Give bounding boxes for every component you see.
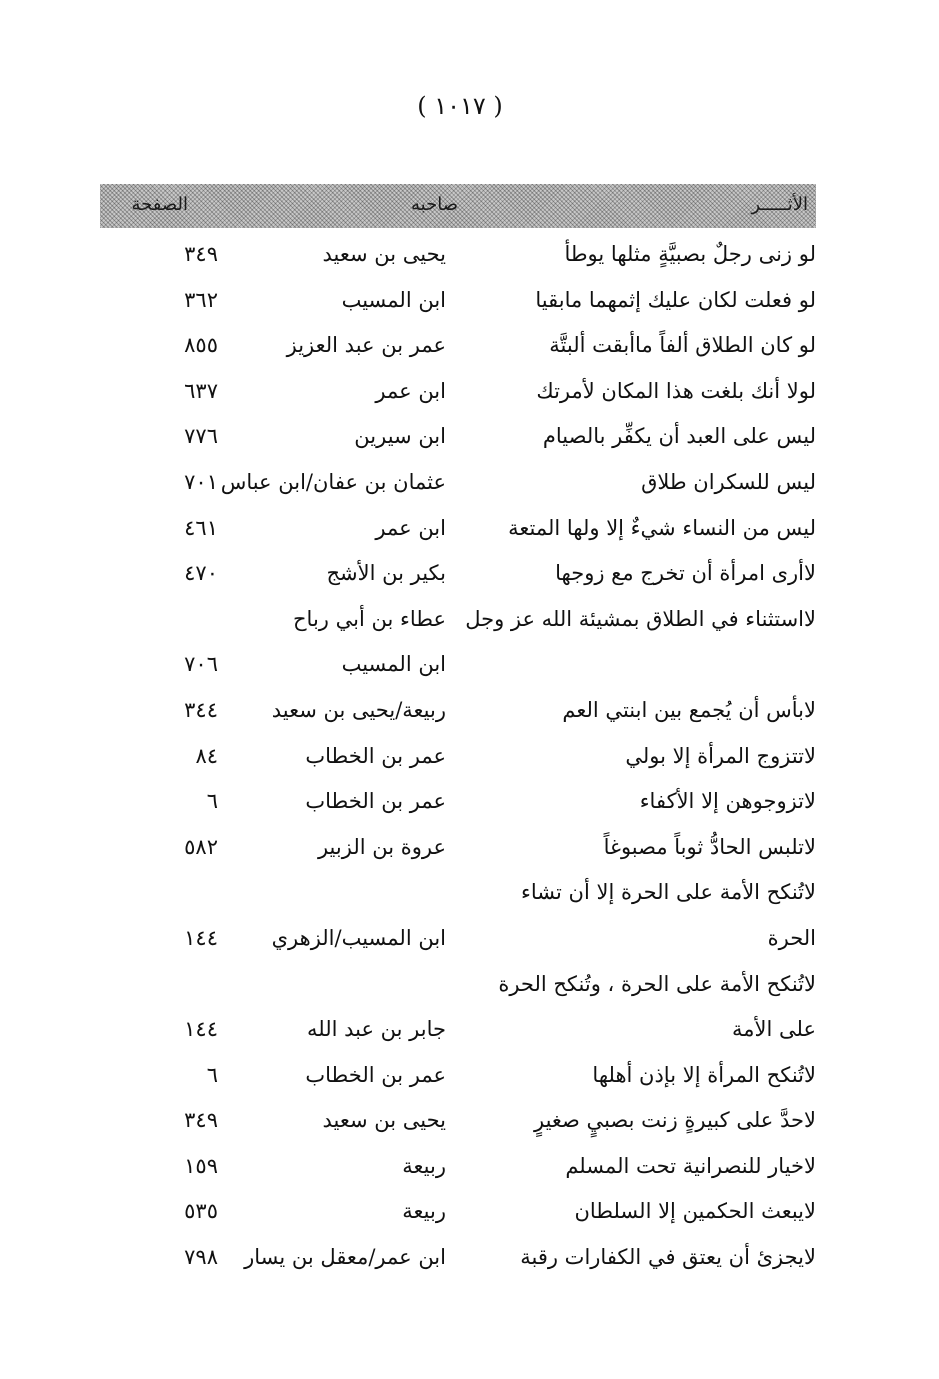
page-ref: ٣٤٤ [184, 697, 218, 722]
athar-text: لولا أنك بلغت هذا المكان لأمرتك [536, 378, 816, 403]
table-row [100, 1007, 816, 1053]
header-athar: الأثـــــر [751, 194, 808, 215]
narrator: جابر بن عبد الله [306, 1017, 446, 1042]
page-ref: ٧٠١ [184, 469, 218, 494]
narrator: ابن عمر/معقل بن يسار [244, 1245, 446, 1270]
athar-text: لو زنى رجلٌ بصبيَّةٍ مثلها يوطأ [564, 242, 816, 266]
athar-text: لاتتزوج المرأة إلا بولي [625, 743, 816, 768]
narrator: ربيعة [402, 1153, 446, 1178]
athar-text: لو كان الطلاق ألفاً ماأبقت ألبتَّة [549, 333, 816, 358]
athar-index-table [100, 232, 816, 1281]
narrator: عمر بن الخطاب [305, 743, 446, 768]
page-ref: ١٥٩ [184, 1153, 218, 1178]
athar-text: لو فعلت لكان عليك إثمهما مابقيا [535, 287, 816, 312]
athar-text: ليس للسكران طلاق [641, 469, 816, 494]
table-header [100, 184, 816, 228]
athar-text: ليس على العبد أن يكفِّر بالصيام [542, 424, 816, 449]
table-row [100, 232, 816, 278]
athar-text: لاأرى امرأة أن تخرج مع زوجها [555, 561, 816, 586]
athar-text: لااستثناء في الطلاق بمشيئة الله عز وجل [465, 606, 816, 631]
narrator: عطاء بن أبي رباح [292, 606, 446, 631]
table-row [100, 551, 816, 597]
table-row [100, 1098, 816, 1144]
narrator: ابن المسيب [341, 652, 446, 677]
athar-text: ليس من النساء شيءٌ إلا ولها المتعة [508, 515, 816, 540]
page-ref: ٣٤٩ [184, 1108, 218, 1133]
page-ref: ٦٣٧ [184, 378, 218, 403]
narrator: عمر بن الخطاب [305, 789, 446, 814]
table-row [100, 734, 816, 780]
athar-text: لاتُنكح الأمة على الحرة ، وتُنكح الحرة [498, 971, 816, 996]
header-sahib: صاحبه [411, 194, 458, 215]
athar-text: على الأمة [732, 1017, 816, 1042]
table-row [100, 870, 816, 916]
table-row [100, 597, 816, 643]
narrator: ابن عمر [375, 515, 446, 540]
page-number: ( ١٠١٧ ) [417, 92, 503, 120]
athar-text: لاتلبس الحادُّ ثوباً مصبوغاً [603, 834, 816, 859]
page-ref: ٦ [206, 1062, 218, 1087]
table-row [100, 1053, 816, 1099]
table-row [100, 916, 816, 962]
narrator: عمر بن الخطاب [305, 1062, 446, 1087]
narrator: يحيى بن سعيد [322, 242, 446, 266]
page-ref: ١٤٤ [184, 925, 218, 950]
athar-text: لايجزئ أن يعتق في الكفارات رقبة [520, 1245, 816, 1270]
table-row [100, 506, 816, 552]
page-ref: ٥٣٥ [184, 1199, 218, 1224]
narrator: ربيعة [402, 1199, 446, 1224]
table-row [100, 414, 816, 460]
narrator: ابن سيرين [354, 424, 446, 449]
table-row [100, 460, 816, 506]
narrator: ربيعة/يحيى بن سعيد [271, 697, 446, 722]
page-ref: ٧٩٨ [184, 1245, 218, 1270]
table-row [100, 962, 816, 1008]
athar-text: لاتُنكح المرأة إلا بإذن أهلها [592, 1062, 816, 1087]
athar-text: لاخيار للنصرانية تحت المسلم [565, 1153, 816, 1178]
narrator: ابن المسيب/الزهري [271, 925, 446, 950]
narrator: عروة بن الزبير [317, 834, 446, 859]
athar-text: لاتزوجوهن إلا الأكفاء [639, 789, 816, 814]
table-row [100, 688, 816, 734]
table-row [100, 825, 816, 871]
table-row [100, 779, 816, 825]
table-row [100, 323, 816, 369]
athar-text: لايبعث الحكمين إلا السلطان [574, 1199, 816, 1224]
page-ref: ٥٨٢ [184, 834, 218, 859]
page-ref: ٦ [206, 789, 218, 814]
page-ref: ٣٤٩ [184, 242, 218, 266]
narrator: يحيى بن سعيد [322, 1108, 446, 1133]
page-ref: ٧٠٦ [184, 652, 218, 677]
narrator: ابن عمر [375, 378, 446, 403]
athar-text: لابأس أن يُجمع بين ابنتي العم [562, 697, 816, 722]
table-row [100, 1235, 816, 1281]
page-ref: ٨٤ [195, 743, 218, 768]
narrator: ابن المسيب [341, 287, 446, 312]
page-ref: ٧٧٦ [184, 424, 218, 449]
page-ref: ٨٥٥ [184, 333, 218, 358]
table-row [100, 369, 816, 415]
narrator: بكير بن الأشج [326, 561, 446, 586]
narrator: عمر بن عبد العزيز [286, 333, 446, 358]
table-row [100, 642, 816, 688]
athar-text: لاحدَّ على كبيرةٍ زنت بصبيٍ صغيرٍ [534, 1108, 816, 1133]
athar-text: لاتُنكح الأمة على الحرة إلا أن تشاء [521, 880, 816, 905]
narrator: عثمان بن عفان/ابن عباس [220, 469, 446, 494]
page-ref: ١٤٤ [184, 1017, 218, 1042]
page-ref: ٤٧٠ [184, 561, 218, 586]
athar-text: الحرة [767, 925, 816, 950]
table-row [100, 1144, 816, 1190]
table-row [100, 278, 816, 324]
page-ref: ٣٦٢ [184, 287, 218, 312]
table-row [100, 1189, 816, 1235]
page-ref: ٤٦١ [184, 515, 218, 540]
header-page: الصفحة [131, 194, 188, 215]
